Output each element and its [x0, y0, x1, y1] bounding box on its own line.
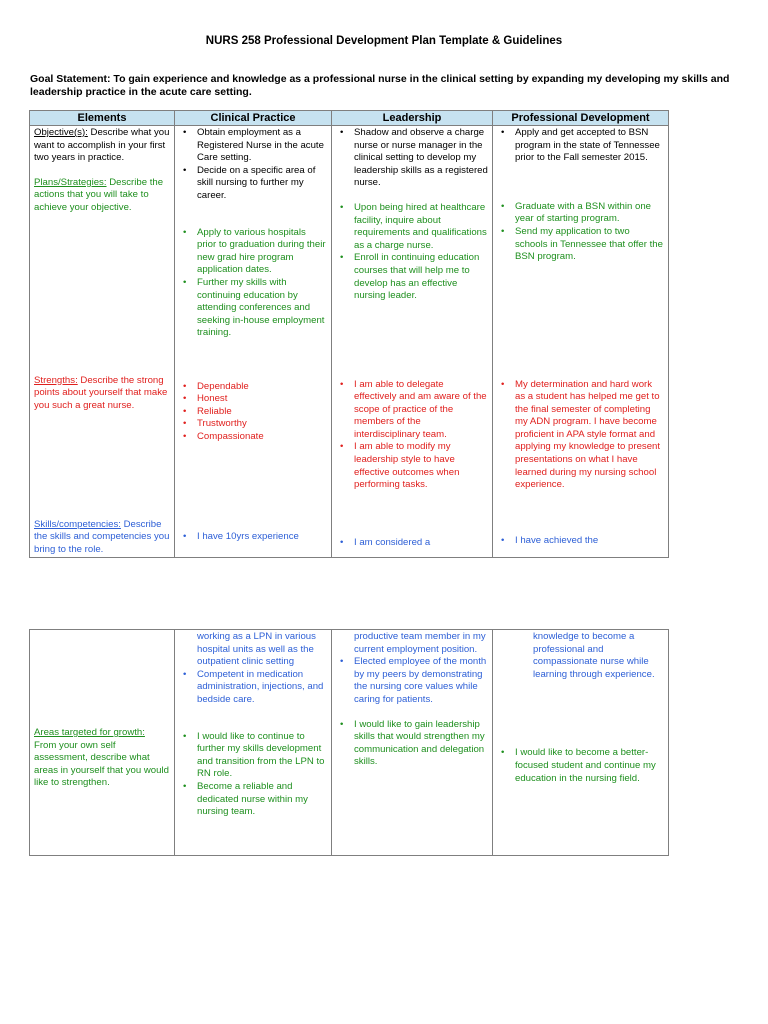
header-leadership: Leadership: [332, 111, 493, 126]
growth-label: Areas targeted for growth:: [34, 727, 145, 738]
plans-desc: Describe the actions that you will take to achieve your objective.: [34, 176, 164, 213]
leadership-strengths-cell: [332, 374, 493, 518]
leadership-strengths-list: [336, 379, 488, 492]
plan-table-page-1: [29, 110, 669, 558]
profdev-growth-cell: [493, 630, 669, 856]
plans-text: [34, 177, 170, 215]
clinical-objectives-cell: [175, 126, 332, 374]
clinical-plans-list: [179, 227, 327, 340]
header-elements: Elements: [30, 111, 175, 126]
list-item: • I would like to continue to further my skills development and transition from the LPN to RN role.: [197, 731, 327, 781]
objective-text: [34, 127, 170, 165]
skills-desc: Describe the skills and competencies you bring to the role.: [34, 518, 170, 555]
list-item: • Compassionate: [197, 431, 327, 444]
list-item: • Further my skills with continuing education by attending conferences and seeking in-house employment training.: [197, 277, 327, 340]
skills-row: [30, 518, 669, 558]
header-professional-development: Professional Development: [493, 111, 669, 126]
leadership-skills-list: [336, 537, 488, 550]
strengths-label: Strengths:: [34, 374, 78, 386]
list-item: • I would like to gain leadership skills that would strengthen my communication and delegation skills.: [354, 719, 488, 769]
list-item: • I am able to modify my leadership style to have effective outcomes when performing tasks.: [354, 441, 488, 491]
clinical-skills-continued: working as a LPN in various hospital units as well as the outpatient clinic setting: [197, 631, 316, 668]
profdev-objectives-list: [497, 127, 664, 165]
elements-skills-cell: [30, 518, 175, 558]
list-item: • Enroll in continuing education courses that will help me to develop has an effective nursing leader.: [354, 252, 488, 302]
list-item: • Honest: [197, 393, 327, 406]
list-item: • I would like to become a better-focused student and continue my education in the nursing field.: [515, 747, 664, 785]
elements-growth-cell: [30, 630, 175, 856]
list-item: • Apply to various hospitals prior to graduation during their new grad hire program application dates.: [197, 227, 327, 277]
leadership-skills-more-list: [336, 656, 488, 706]
profdev-strengths-cell: [493, 374, 669, 518]
skills-label: Skills/competencies:: [34, 518, 121, 530]
leadership-objectives-list: [336, 127, 488, 190]
leadership-growth-list: [336, 719, 488, 769]
leadership-plans-list: [336, 202, 488, 303]
clinical-growth-cell: [175, 630, 332, 856]
profdev-skills-cell: [493, 518, 669, 558]
growth-desc: From your own self assessment, describe what areas in yourself that you would like to strengthen.: [34, 739, 169, 789]
list-item: • Decide on a specific area of skill nursing to further my career.: [197, 165, 327, 203]
objective-desc: Describe what you want to accomplish in your first two years in practice.: [34, 127, 170, 164]
elements-objectives-cell: [30, 126, 175, 374]
document-title: NURS 258 Professional Development Plan Template & Guidelines: [205, 35, 563, 47]
leadership-growth-cell: [332, 630, 493, 856]
list-item: • Become a reliable and dedicated nurse within my nursing team.: [197, 781, 327, 819]
profdev-objectives-cell: [493, 126, 669, 374]
clinical-growth-list: [179, 731, 327, 819]
clinical-skills-more-list: [179, 669, 327, 707]
clinical-strengths-cell: [175, 374, 332, 518]
strengths-row: [30, 374, 669, 518]
leadership-skills-cell: [332, 518, 493, 558]
list-item: • My determination and hard work as a student has helped me get to the final semester of completing my ADN program. I have become proficient in APA style format and applying my knowledge to present presentations on what I have learned during my nursing school experience.: [515, 379, 664, 492]
clinical-skills-cell: [175, 518, 332, 558]
leadership-objectives-cell: [332, 126, 493, 374]
objectives-row: [30, 126, 669, 374]
list-item: • Obtain employment as a Registered Nurse in the acute Care setting.: [197, 127, 327, 165]
plans-label: Plans/Strategies:: [34, 176, 107, 188]
elements-strengths-cell: [30, 374, 175, 518]
profdev-plans-list: [497, 201, 664, 264]
list-item: • Apply and get accepted to BSN program in the state of Tennessee prior to the Fall semester 2015.: [515, 127, 664, 165]
clinical-skills-list: [179, 531, 327, 544]
list-item: • Upon being hired at healthcare facility, inquire about requirements and qualifications as a charge nurse.: [354, 202, 488, 252]
profdev-strengths-list: [497, 379, 664, 492]
list-item: • Elected employee of the month by my peers by demonstrating the nursing core values while caring for patients.: [354, 656, 488, 706]
list-item: • I have 10yrs experience: [197, 531, 327, 544]
list-item: • I have achieved the: [515, 535, 664, 548]
clinical-strengths-list: [179, 381, 327, 444]
profdev-skills-list: [497, 535, 664, 548]
skills-growth-row: [30, 630, 669, 856]
leadership-skills-continued: productive team member in my current employment position.: [354, 631, 486, 655]
plan-table-page-2: [29, 629, 669, 856]
list-item: • Send my application to two schools in Tennessee that offer the BSN program.: [515, 226, 664, 264]
list-item: • Graduate with a BSN within one year of starting program.: [515, 201, 664, 226]
list-item: • Trustworthy: [197, 418, 327, 431]
clinical-objectives-list: [179, 127, 327, 203]
strengths-desc: Describe the strong points about yourself that make you such a great nurse.: [34, 374, 168, 411]
header-clinical-practice: Clinical Practice: [175, 111, 332, 126]
list-item: • I am considered a: [354, 537, 488, 550]
profdev-skills-continued: knowledge to become a professional and compassionate nurse while learning through experience.: [533, 631, 655, 680]
objective-label: Objective(s):: [34, 127, 88, 138]
goal-statement: Goal Statement: To gain experience and knowledge as a professional nurse in the clinical setting by expanding my developing my skills and leadership practice in the acute care setting.: [30, 73, 730, 98]
list-item: • Shadow and observe a charge nurse or nurse manager in the clinical setting to develop my leadership skills as a registered nurse.: [354, 127, 488, 190]
header-row: [30, 111, 669, 126]
list-item: • Competent in medication administration, injections, and bedside care.: [197, 669, 327, 707]
list-item: • Reliable: [197, 406, 327, 419]
list-item: • Dependable: [197, 381, 327, 394]
profdev-growth-list: [497, 747, 664, 785]
list-item: • I am able to delegate effectively and am aware of the scope of practice of the members of the interdisciplinary team.: [354, 379, 488, 442]
